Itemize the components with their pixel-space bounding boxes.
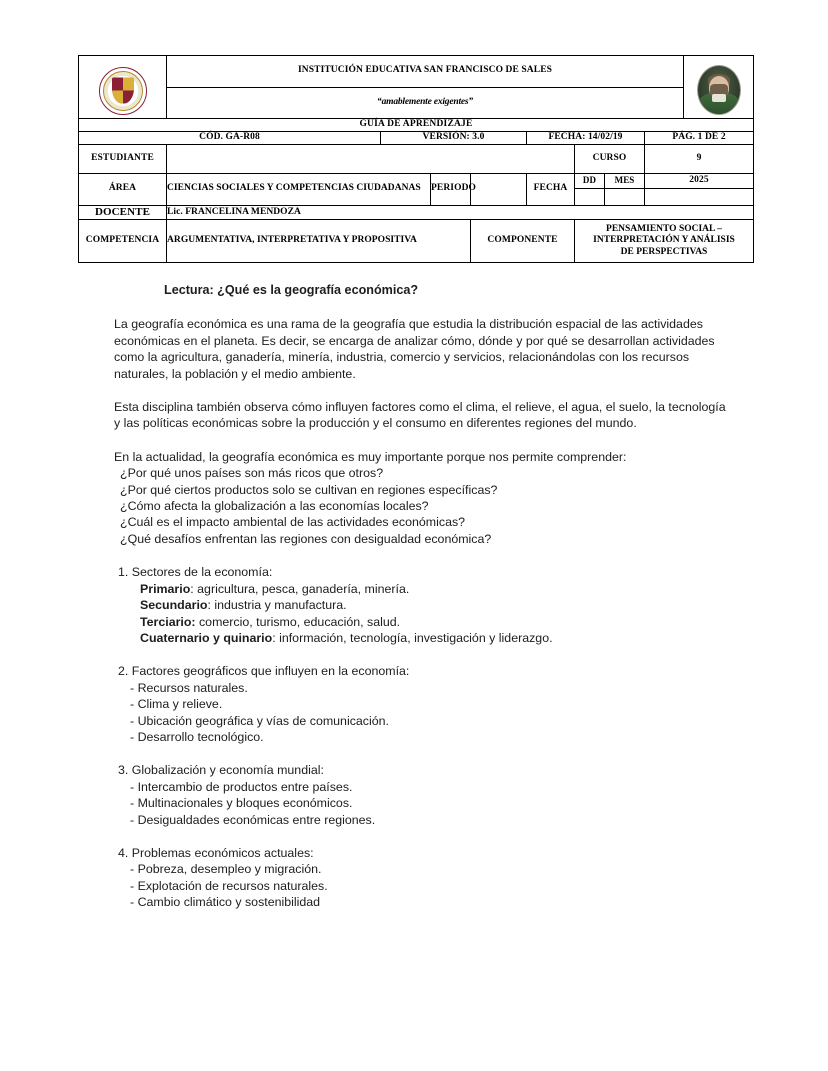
- section-item: [130, 894, 734, 910]
- section-item: [130, 795, 734, 811]
- section-item: [130, 878, 734, 894]
- curso-label: CURSO: [575, 144, 645, 173]
- competencia-label: COMPETENCIA: [79, 220, 167, 263]
- document-body: [114, 282, 734, 928]
- docente-value[interactable]: Lic. FRANCELINA MENDOZA: [167, 205, 754, 220]
- section-heading: 3. Globalización y economía mundial:: [118, 763, 324, 778]
- section-item-text: - Multinacionales y bloques económicos.: [130, 796, 353, 811]
- docente-label: DOCENTE: [79, 205, 167, 220]
- periodo-value[interactable]: [471, 173, 527, 205]
- estudiante-label: ESTUDIANTE: [79, 144, 167, 173]
- section-heading: 2. Factores geográficos que influyen en la economía:: [118, 664, 410, 679]
- institution-seal-icon: [99, 67, 147, 115]
- institution-title: INSTITUCIÓN EDUCATIVA SAN FRANCISCO DE SALES: [167, 56, 684, 88]
- dd-value[interactable]: [575, 188, 605, 205]
- componente-value: [575, 220, 754, 263]
- section-item-text: - Cambio climático y sostenibilidad: [130, 895, 321, 910]
- section-item-term: Primario: [140, 581, 191, 596]
- guide-page: PÁG. 1 DE 2: [645, 131, 754, 144]
- section-item-text: : información, tecnología, investigación y liderazgo.: [272, 630, 553, 645]
- paragraph: Esta disciplina también observa cómo influyen factores como el clima, el relieve, el agua, el suelo, la tecnología y las políticas económicas sobre la producción y el consumo en diferentes regiones del mundo.: [114, 400, 726, 431]
- section-item-text: - Desigualdades económicas entre regiones.: [130, 812, 376, 827]
- section-item: [140, 614, 734, 630]
- guide-meta-row: [79, 131, 754, 144]
- guide-code: CÓD. GA-R08: [79, 131, 381, 144]
- section-item: [140, 597, 734, 613]
- section-item: [130, 680, 734, 696]
- question-line: ¿Cómo afecta la globalización a las economías locales?: [120, 499, 429, 514]
- document-header-table: [78, 55, 754, 263]
- numbered-section: [114, 564, 734, 646]
- competencia-value[interactable]: ARGUMENTATIVA, INTERPRETATIVA Y PROPOSITIVA: [167, 220, 471, 263]
- section-item-text: - Pobreza, desempleo y migración.: [130, 862, 322, 877]
- section-item: [140, 630, 734, 646]
- componente-line-1: PENSAMIENTO SOCIAL –: [606, 223, 722, 234]
- section-item: [140, 581, 734, 597]
- section-item-text: - Desarrollo tecnológico.: [130, 729, 264, 744]
- paragraph: La geografía económica es una rama de la geografía que estudia la distribución espacial de las actividades económicas en el planeta. Es decir, se encarga de analizar cómo, dónde y por qué se desarrollan actividades como la agricultura, ganadería, minería, industria, comercio y servicios, relacionándolas con los recursos naturales, la población y el medio ambiente.: [114, 317, 715, 381]
- componente-label: COMPONENTE: [471, 220, 575, 263]
- section-item: [130, 713, 734, 729]
- dd-label: DD: [575, 173, 605, 188]
- section-item: [130, 779, 734, 795]
- area-label: ÁREA: [79, 173, 167, 205]
- questions-intro: En la actualidad, la geografía económica es muy importante porque nos permite comprender:: [114, 449, 627, 464]
- guide-title: GUÍA DE APRENDIZAJE: [79, 119, 754, 132]
- fecha-label: FECHA: [527, 173, 575, 205]
- estudiante-row: [79, 144, 754, 173]
- section-item-text: - Clima y relieve.: [130, 697, 223, 712]
- docente-row: [79, 205, 754, 220]
- section-item-term: Secundario: [140, 598, 208, 613]
- questions-block: [114, 449, 734, 547]
- reading-title: Lectura: ¿Qué es la geografía económica?: [164, 283, 419, 297]
- questions-list: [114, 465, 734, 547]
- componente-line-2: INTERPRETACIÓN Y ANÁLISIS: [593, 235, 735, 246]
- section-item: [130, 812, 734, 828]
- section-item-text: comercio, turismo, educación, salud.: [195, 614, 401, 629]
- institution-seal-cell: [79, 56, 167, 119]
- section-item-text: - Intercambio de productos entre países.: [130, 779, 353, 794]
- componente-line-3: DE PERSPECTIVAS: [620, 247, 708, 258]
- mes-label: MES: [605, 173, 645, 188]
- anio-label: 2025: [645, 173, 754, 188]
- section-item-text: - Recursos naturales.: [130, 680, 248, 695]
- header-branding-row: [79, 56, 754, 88]
- question-line: ¿Por qué ciertos productos solo se cultivan en regiones específicas?: [120, 482, 498, 497]
- mes-value[interactable]: [605, 188, 645, 205]
- numbered-section: [114, 762, 734, 828]
- anio-value[interactable]: [645, 188, 754, 205]
- section-item-term: Cuaternario y quinario: [140, 630, 273, 645]
- saint-portrait-cell: [684, 56, 754, 119]
- section-item-text: - Ubicación geográfica y vías de comunicación.: [130, 713, 389, 728]
- section-item-text: : agricultura, pesca, ganadería, minería.: [190, 581, 410, 596]
- question-line: ¿Cuál es el impacto ambiental de las actividades económicas?: [120, 515, 466, 530]
- estudiante-field[interactable]: [167, 144, 575, 173]
- paragraphs-container: [114, 316, 734, 431]
- section-item: [130, 696, 734, 712]
- periodo-label: PERIODO: [431, 173, 471, 205]
- section-heading: 1. Sectores de la economía:: [118, 565, 273, 580]
- saint-portrait-icon: [697, 65, 741, 115]
- guide-version: VERSIÓN: 3.0: [381, 131, 527, 144]
- fecha-subheader-row: [79, 173, 754, 188]
- numbered-section: [114, 663, 734, 745]
- section-heading: 4. Problemas económicos actuales:: [118, 845, 314, 860]
- section-item: [130, 861, 734, 877]
- sections-container: [114, 564, 734, 910]
- seal-shield-icon: [112, 77, 134, 103]
- institution-slogan: “amablemente exigentes”: [167, 87, 684, 119]
- section-item-term: Terciario:: [140, 614, 196, 629]
- numbered-section: [114, 845, 734, 911]
- section-item: [130, 729, 734, 745]
- competencia-row: [79, 220, 754, 263]
- question-line: ¿Qué desafíos enfrentan las regiones con desigualdad económica?: [120, 531, 492, 546]
- question-line: ¿Por qué unos países son más ricos que otros?: [120, 466, 384, 481]
- guide-date: FECHA: 14/02/19: [527, 131, 645, 144]
- section-item-text: - Explotación de recursos naturales.: [130, 878, 328, 893]
- curso-value[interactable]: 9: [645, 144, 754, 173]
- header-slogan-row: [79, 87, 754, 119]
- area-value[interactable]: CIENCIAS SOCIALES Y COMPETENCIAS CIUDADANAS: [167, 173, 431, 205]
- section-item-text: : industria y manufactura.: [207, 598, 347, 613]
- guide-title-row: [79, 119, 754, 132]
